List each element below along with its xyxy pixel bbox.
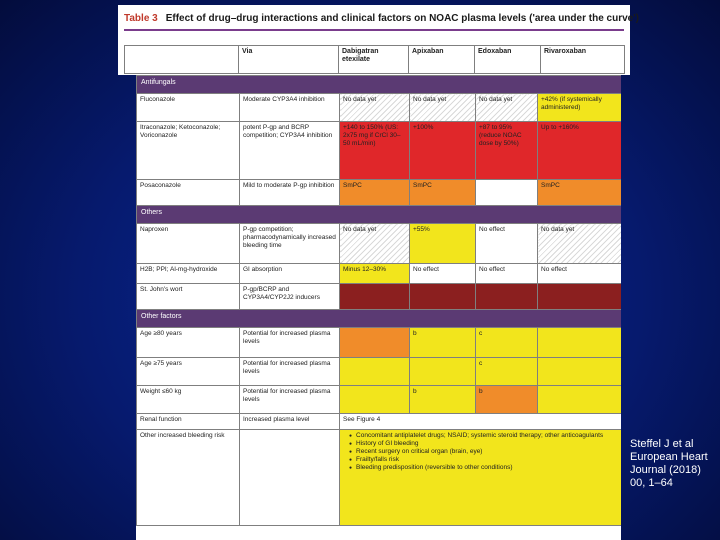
bleeding-risk-cell: [340, 430, 622, 526]
edoxaban-cell: [476, 180, 538, 206]
drug-name: Naproxen: [137, 224, 240, 264]
via-cell: [240, 430, 340, 526]
citation-line: European Heart: [630, 451, 708, 463]
column-header-rivaroxaban: Rivaroxaban: [541, 46, 625, 74]
rivaroxaban-cell: SmPC: [538, 180, 622, 206]
column-header-via: Via: [239, 46, 339, 74]
table-row: [137, 414, 622, 430]
table-row: [137, 180, 622, 206]
column-header-apixaban: Apixaban: [409, 46, 475, 74]
edoxaban-cell: +87 to 95% (reduce NOAC dose by 50%): [476, 122, 538, 180]
apixaban-cell: SmPC: [410, 180, 476, 206]
interaction-table-panel: [136, 75, 621, 540]
via-cell: GI absorption: [240, 264, 340, 284]
apixaban-cell: [410, 358, 476, 386]
drug-name: Fluconazole: [137, 94, 240, 122]
rivaroxaban-cell: [538, 358, 622, 386]
via-cell: Moderate CYP3A4 inhibition: [240, 94, 340, 122]
table-row: [137, 264, 622, 284]
table-title: [124, 13, 639, 24]
edoxaban-cell: c: [476, 328, 538, 358]
via-cell: Increased plasma level: [240, 414, 340, 430]
table-number: Table 3: [124, 13, 158, 24]
list-item: ● Recent surgery on critical organ (brain, eye): [349, 448, 618, 456]
edoxaban-cell: b: [476, 386, 538, 414]
apixaban-cell: No data yet: [410, 94, 476, 122]
via-cell: P-gp competition; pharmacodynamically increased bleeding time: [240, 224, 340, 264]
rivaroxaban-cell: [538, 284, 622, 310]
edoxaban-cell: No effect: [476, 224, 538, 264]
dabigatran-cell: [340, 386, 410, 414]
column-header-dabigatran: Dabigatran etexilate: [339, 46, 409, 74]
interaction-table: [136, 75, 621, 526]
apixaban-cell: b: [410, 386, 476, 414]
dabigatran-cell: [340, 328, 410, 358]
column-header-edoxaban: Edoxaban: [475, 46, 541, 74]
dabigatran-cell: No data yet: [340, 224, 410, 264]
dabigatran-cell: [340, 284, 410, 310]
rivaroxaban-cell: No data yet: [538, 224, 622, 264]
table-row: [137, 430, 622, 526]
drug-name: Age ≥80 years: [137, 328, 240, 358]
edoxaban-cell: No effect: [476, 264, 538, 284]
list-item: ● Concomitant antiplatelet drugs; NSAID; systemic steroid therapy; other anticoagulants: [349, 432, 618, 440]
table-title-text: Effect of drug–drug interactions and clinical factors on NOAC plasma levels ('area under the curve'): [165, 13, 639, 24]
edoxaban-cell: [476, 284, 538, 310]
table-row: [137, 94, 622, 122]
section-label: Other factors: [137, 310, 622, 328]
apixaban-cell: +55%: [410, 224, 476, 264]
citation-line: Journal (2018): [630, 464, 701, 476]
section-label: Others: [137, 206, 622, 224]
list-item: ● Bleeding predisposition (reversible to other conditions): [349, 464, 618, 472]
table-row: [137, 328, 622, 358]
table-row: [137, 386, 622, 414]
bleeding-risk-list: [343, 432, 618, 472]
list-item: ● History of GI bleeding: [349, 440, 618, 448]
apixaban-cell: b: [410, 328, 476, 358]
drug-name: H2B; PPI; Al-mg-hydroxide: [137, 264, 240, 284]
via-cell: Potential for increased plasma levels: [240, 358, 340, 386]
table-row: [137, 358, 622, 386]
drug-name: Weight ≤60 kg: [137, 386, 240, 414]
drug-name: Renal function: [137, 414, 240, 430]
citation-line: Steffel J et al: [630, 438, 694, 450]
via-cell: Potential for increased plasma levels: [240, 386, 340, 414]
dabigatran-cell: [340, 358, 410, 386]
dabigatran-cell: +140 to 150% (US: 2x75 mg if CrCl 30–50 mL/min): [340, 122, 410, 180]
renal-function-cell: See Figure 4: [340, 414, 622, 430]
apixaban-cell: No effect: [410, 264, 476, 284]
section-row-other-factors: [137, 310, 622, 328]
citation-line: 00, 1–64: [630, 477, 673, 489]
via-cell: Mild to moderate P-gp inhibition: [240, 180, 340, 206]
edoxaban-cell: c: [476, 358, 538, 386]
table-row: [137, 284, 622, 310]
rivaroxaban-cell: No effect: [538, 264, 622, 284]
edoxaban-cell: No data yet: [476, 94, 538, 122]
column-header-drug: [125, 46, 239, 74]
section-label: Antifungals: [137, 76, 622, 94]
citation: [630, 438, 720, 490]
rivaroxaban-cell: +42% (if systemically administered): [538, 94, 622, 122]
dabigatran-cell: Minus 12–30%: [340, 264, 410, 284]
drug-name: Itraconazole; Ketoconazole; Voriconazole: [137, 122, 240, 180]
via-cell: potent P-gp and BCRP competition; CYP3A4 inhibition: [240, 122, 340, 180]
rivaroxaban-cell: Up to +160%: [538, 122, 622, 180]
section-row-others: [137, 206, 622, 224]
apixaban-cell: +100%: [410, 122, 476, 180]
apixaban-cell: [410, 284, 476, 310]
rivaroxaban-cell: [538, 328, 622, 358]
drug-name: St. John's wort: [137, 284, 240, 310]
table-header-panel: [118, 5, 639, 75]
title-divider: [124, 29, 624, 31]
drug-name: Age ≥75 years: [137, 358, 240, 386]
column-header-row: [124, 45, 625, 74]
dabigatran-cell: No data yet: [340, 94, 410, 122]
table-row: [137, 224, 622, 264]
rivaroxaban-cell: [538, 386, 622, 414]
via-cell: P-gp/BCRP and CYP3A4/CYP2J2 inducers: [240, 284, 340, 310]
drug-name: Other increased bleeding risk: [137, 430, 240, 526]
dabigatran-cell: SmPC: [340, 180, 410, 206]
section-row-antifungals: [137, 76, 622, 94]
table-row: [137, 122, 622, 180]
list-item: ● Frailty/falls risk: [349, 456, 618, 464]
drug-name: Posaconazole: [137, 180, 240, 206]
via-cell: Potential for increased plasma levels: [240, 328, 340, 358]
